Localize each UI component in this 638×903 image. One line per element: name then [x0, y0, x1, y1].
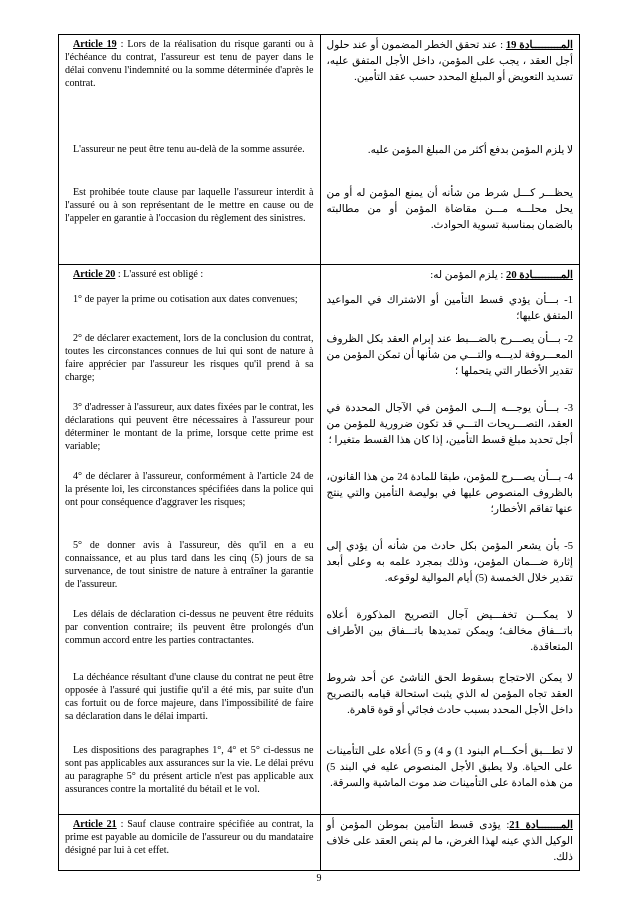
article-row [59, 140, 580, 183]
article-row [59, 741, 580, 815]
french-paragraph [65, 38, 314, 90]
article-text: 5- بأن يشعر المؤمن بكل حادث من شأنه أن يؤدي إلى إثارة ضـــمان المؤمن، وذلك بمجرد علمه به وعلى أبعد تقدير خلال الخمسة (5) أيام الموالية لوقوعه. [326, 541, 573, 584]
article-text: 1° de payer la prime ou cotisation aux dates convenues; [73, 294, 298, 305]
arabic-paragraph [327, 608, 574, 656]
article-text: 3° d'adresser à l'assureur, aux dates fixées par le contrat, les déclarations qui peuvent être nécessaires à l'assureur pour déterminer le montant de la prime, lorsque cette prime est variable; [65, 402, 314, 452]
french-paragraph [65, 671, 314, 723]
article-text: 3- بـــأن يوجـــه إلـــى المؤمن في الآجال المحددة في العقد، التصـــريحات التـــي قد تكون ضرورية للمؤمن من أجل تحديد مبلغ قسط التأمين، إذا كان هذا القسط متغيرا ؛ [326, 403, 573, 446]
article-text: لا تطـــبق أحكـــام البنود 1) و 4) و 5) أعلاه على التأمينات على الحياة. ولا يطبق الأجل المنصوص عليه في البند 5) من هذه المادة على التأمينات ضد موت الماشية والسرقة. [326, 746, 573, 789]
french-paragraph [65, 818, 314, 857]
article-heading: المـــــــادة 21 [509, 820, 573, 831]
article-text: : عند تحقق الخطر المضمون أو عند حلول أجل العقد ، يجب على المؤمن، داخل الأجل المتفق عليه، تسديد التعويض أو المبلغ المحدد حسب عقد التأمين. [326, 40, 573, 83]
article-text: Les dispositions des paragraphes 1°, 4° et 5° ci-dessus ne sont pas applicables aux assurances sur la vie. Le délai prévu au paragraphe 5° du présent article n'est pas applicable aux assurances contre la mortalité du bétail et le vol. [65, 745, 314, 795]
article-row [59, 329, 580, 398]
article-row [59, 605, 580, 668]
bilingual-table [58, 34, 580, 871]
article-heading: Article 19 [73, 39, 117, 50]
arabic-cell [320, 35, 580, 141]
article-text: 2- بـــأن يصـــرح بالضـــبط عند إبرام العقد بكل الظروف المعـــروفة لديـــه والتـــي من شأنها أن تمكن المؤمن من تقدير الأخطار التي يتحملها ؛ [326, 334, 573, 377]
french-cell [59, 668, 321, 741]
french-paragraph [65, 332, 314, 384]
arabic-paragraph [327, 143, 574, 159]
arabic-paragraph [327, 744, 574, 792]
arabic-cell [320, 741, 580, 815]
document-page [58, 34, 580, 871]
french-cell [59, 183, 321, 265]
article-text: : Lors de la réalisation du risque garanti ou à l'échéance du contrat, l'assureur est tenu de payer dans le délai convenu l'indemnité ou la somme déterminée d'après le contrat. [65, 39, 314, 89]
arabic-paragraph [327, 268, 574, 284]
article-heading: المـــــــــادة 19 [505, 40, 573, 51]
article-heading: Article 20 [73, 269, 116, 280]
arabic-paragraph [327, 470, 574, 518]
article-row [59, 815, 580, 871]
arabic-paragraph [327, 671, 574, 719]
arabic-paragraph [327, 818, 574, 866]
arabic-cell [320, 140, 580, 183]
arabic-cell [320, 183, 580, 265]
article-row [59, 183, 580, 265]
article-text: 4- بـــأن يصـــرح للمؤمن، طبقا للمادة 24 من هذا القانون، بالظروف المنصوص عليها في بوليصة التأمين والتي ينتج عنها تفاقم الأخطار؛ [326, 472, 573, 515]
arabic-cell [320, 815, 580, 871]
french-cell [59, 140, 321, 183]
arabic-cell [320, 536, 580, 605]
arabic-cell [320, 265, 580, 291]
article-row [59, 467, 580, 536]
french-cell [59, 815, 321, 871]
arabic-cell [320, 467, 580, 536]
french-paragraph [65, 293, 314, 306]
french-cell [59, 605, 321, 668]
french-paragraph [65, 744, 314, 796]
article-row [59, 35, 580, 141]
arabic-cell [320, 329, 580, 398]
french-cell [59, 467, 321, 536]
arabic-paragraph [327, 186, 574, 234]
article-text: La déchéance résultant d'une clause du contrat ne peut être opposée à l'assuré qui justifie qu'il a été mis, par suite d'un cas fortuit ou de force majeure, dans l'impossibilité de faire sa déclaration dans le délai imparti. [65, 672, 314, 722]
arabic-cell [320, 668, 580, 741]
article-text: : Sauf clause contraire spécifiée au contrat, la prime est payable au domicile de l'assureur ou du mandataire désigné par lui à cet effet. [65, 819, 314, 856]
article-row [59, 536, 580, 605]
french-cell [59, 329, 321, 398]
article-row [59, 290, 580, 329]
french-paragraph [65, 268, 314, 281]
article-text: لا يلزم المؤمن بدفع أكثر من المبلغ المؤمن عليه. [367, 145, 573, 156]
arabic-paragraph [327, 401, 574, 449]
arabic-cell [320, 605, 580, 668]
article-text: يحظـــر كـــل شرط من شأنه أن يمنع المؤمن له أو من يحل محلـــه مـــن مقاضاة المؤمن أو من مطالبته بالضمان بمناسبة تسوية الحوادث. [326, 188, 573, 231]
article-row [59, 398, 580, 467]
french-cell [59, 398, 321, 467]
french-paragraph [65, 539, 314, 591]
article-text: 2° de déclarer exactement, lors de la conclusion du contrat, toutes les circonstances connues de lui qui sont de nature à faire apprécier par l'assureur les risques qu'il prend à sa charge; [65, 333, 314, 383]
french-cell [59, 35, 321, 141]
article-text: Est prohibée toute clause par laquelle l'assureur interdit à l'assuré ou à son représentant de le mettre en cause ou de l'appeler en garantie à l'occasion du règlement des sinistres. [65, 187, 314, 224]
french-paragraph [65, 470, 314, 509]
french-cell [59, 536, 321, 605]
french-paragraph [65, 143, 314, 156]
article-text: لا يمكـــن تخفـــيض آجال التصريح المذكورة أعلاه باتـــفاق مخالف؛ ويمكن تمديدها باتـــفاق بين الأطراف المتعاقدة. [326, 610, 573, 653]
article-text: 4° de déclarer à l'assureur, conformément à l'article 24 de la présente loi, les circonstances spécifiées dans la police qui ont pour conséquence d'aggraver les risques; [65, 471, 314, 508]
french-cell [59, 265, 321, 291]
article-text: : يلزم المؤمن له: [430, 270, 507, 281]
article-text: Les délais de déclaration ci-dessus ne peuvent être réduits par convention contraire; ils peuvent être prolongés d'un commun accord entre les parties contractantes. [65, 609, 314, 646]
article-row [59, 265, 580, 291]
page-number: 9 [316, 873, 322, 884]
article-text: L'assureur ne peut être tenu au-delà de la somme assurée. [73, 144, 305, 155]
arabic-paragraph [327, 38, 574, 86]
french-paragraph [65, 608, 314, 647]
article-text: : L'assuré est obligé : [115, 269, 204, 280]
article-row [59, 668, 580, 741]
arabic-paragraph [327, 332, 574, 380]
french-paragraph [65, 186, 314, 225]
article-heading: المـــــــــادة 20 [506, 270, 573, 281]
article-heading: Article 21 [73, 819, 117, 830]
arabic-cell [320, 290, 580, 329]
article-text: 5° de donner avis à l'assureur, dès qu'il en a eu connaissance, et au plus tard dans les cinq (5) jours de sa survenance, de tout sinistre de nature à entraîner la garantie de l'assureur. [65, 540, 314, 590]
article-text: لا يمكن الاحتجاج بسقوط الحق الناشئ عن أحد شروط العقد تجاه المؤمن له الذي يثبت استحالة قيامه بالتصريح داخل الأجل المحدد بسبب حادث فجائي أو قوة قاهرة. [326, 673, 573, 716]
arabic-cell [320, 398, 580, 467]
french-cell [59, 290, 321, 329]
french-cell [59, 741, 321, 815]
french-paragraph [65, 401, 314, 453]
arabic-paragraph [327, 293, 574, 325]
article-text: : يؤدى قسط التأمين بموطن المؤمن أو الوكيل الذي عينه لهذا الغرض، ما لم ينص العقد على خلاف ذلك. [326, 820, 573, 863]
article-text: 1- بـــأن يؤدي قسط التأمين أو الاشتراك في المواعيد المتفق عليها؛ [326, 295, 573, 322]
arabic-paragraph [327, 539, 574, 587]
